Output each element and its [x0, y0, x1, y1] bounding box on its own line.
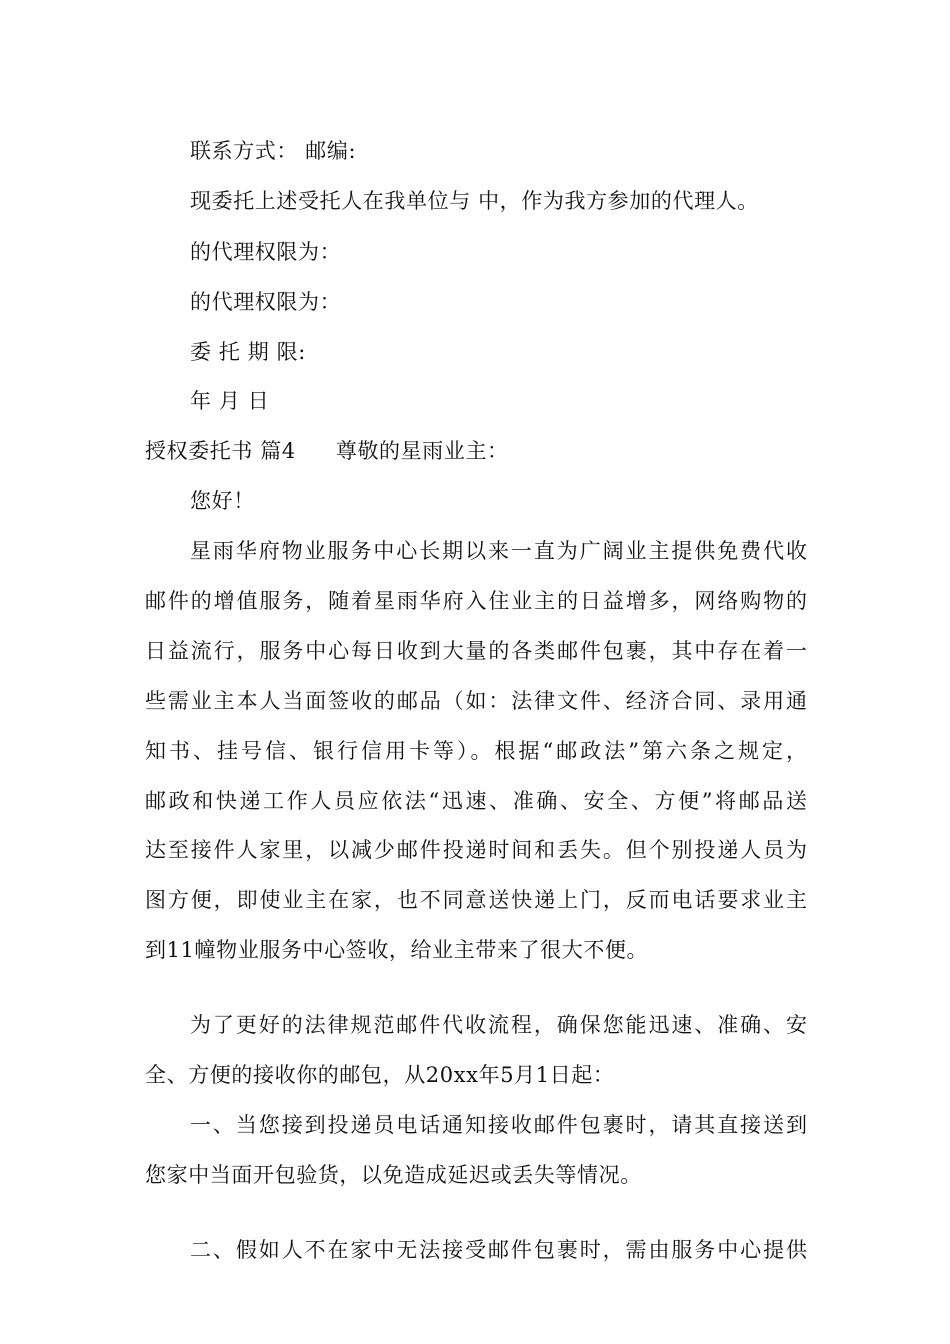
list-item-line: 一、当您接到投递员电话通知接收邮件包裹时，请其直接送到	[190, 1113, 807, 1137]
authority-scope-line: 的代理权限为：	[190, 290, 342, 314]
list-item-line: 您家中当面开包验货，以免造成延迟或丢失等情况。	[145, 1163, 642, 1187]
contact-line: 联系方式： 邮编:	[190, 139, 357, 163]
paragraph-line: 图方便，即使业主在家，也不同意送快递上门，反而电话要求业主	[145, 888, 807, 912]
paragraph-line: 知书、挂号信、银行信用卡等）。根据“邮政法”第六条之规定，	[145, 739, 807, 763]
paragraph-line: 星雨华府物业服务中心长期以来一直为广阔业主提供免费代收	[190, 539, 807, 563]
paragraph-line: 达至接件人家里，以减少邮件投递时间和丢失。但个别投递人员为	[145, 838, 807, 862]
paragraph-line: 些需业主本人当面签收的邮品（如：法律文件、经济合同、录用通	[145, 689, 807, 713]
entrust-line: 现委托上述受托人在我单位与 中，作为我方参加的代理人。	[190, 189, 759, 213]
authority-scope-line: 的代理权限为：	[190, 240, 342, 264]
paragraph-line: 到11幢物业服务中心签收，给业主带来了很大不便。	[145, 938, 649, 962]
paragraph-line: 邮政和快递工作人员应依法“迅速、准确、安全、方便”将邮品送	[145, 789, 807, 813]
paragraph-line: 邮件的增值服务，随着星雨华府入住业主的日益增多，网络购物的	[145, 589, 807, 613]
paragraph-line: 全、方便的接收你的邮包，从20xx年5月1日起：	[145, 1063, 615, 1087]
section-heading	[145, 436, 509, 466]
paragraph-line: 日益流行，服务中心每日收到大量的各类邮件包裹，其中存在着一	[145, 639, 807, 663]
section-title: 授权委托书 篇4	[145, 439, 296, 463]
list-item-line: 二、假如人不在家中无法接受邮件包裹时，需由服务中心提供	[190, 1238, 807, 1262]
entrust-term-line: 委 托 期 限:	[190, 340, 306, 364]
salutation: 尊敬的星雨业主：	[335, 439, 509, 463]
paragraph-line: 为了更好的法律规范邮件代收流程，确保您能迅速、准确、安	[190, 1013, 807, 1037]
greeting: 您好！	[190, 489, 255, 513]
date-line: 年 月 日	[190, 389, 270, 413]
